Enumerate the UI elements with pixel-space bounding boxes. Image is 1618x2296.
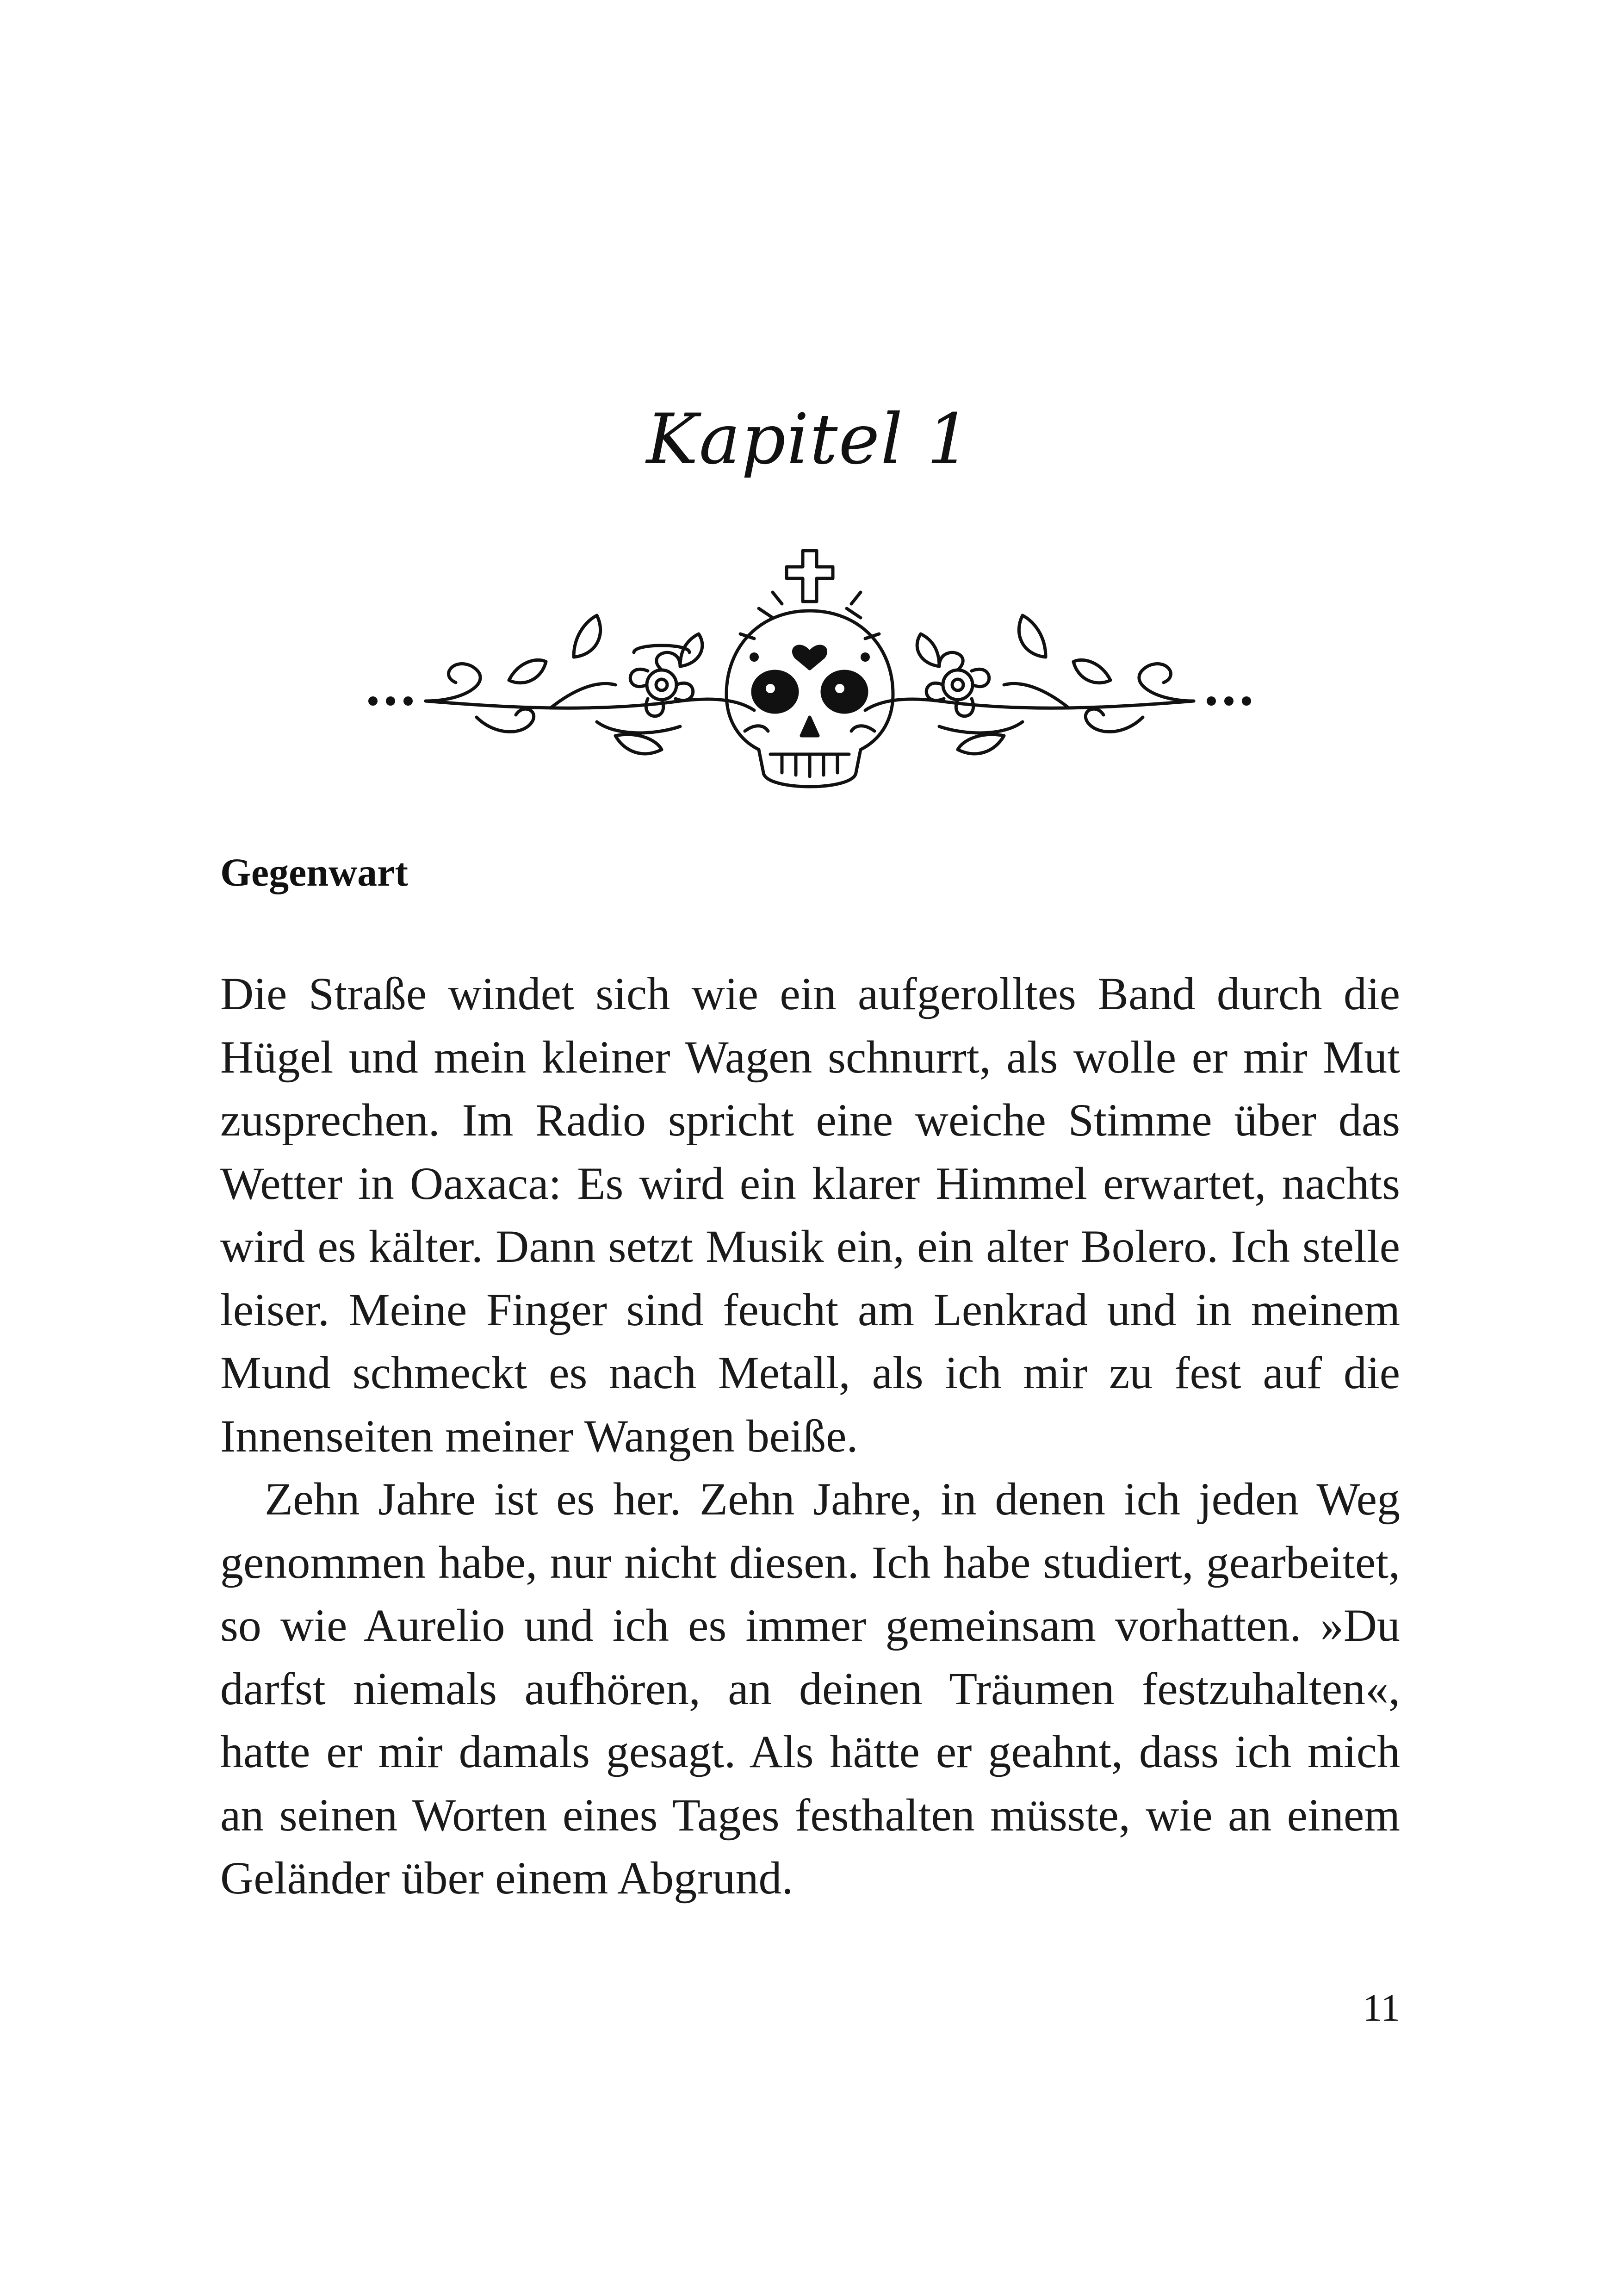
- sugar-skull-ornament-icon: [356, 541, 1263, 810]
- section-heading: Gegenwart: [220, 850, 408, 894]
- body-text: [220, 962, 1400, 1910]
- paragraph: Die Straße windet sich wie ein aufgerolltes Band durch die Hügel und mein kleiner Wagen schnurrt, als wolle er mir Mut zusprechen. Im Radio spricht eine weiche Stimme über das Wetter in Oaxaca: Es wird ein klarer Himmel erwartet, nachts wird es kälter. Dann setzt Musik ein, ein alter Bolero. Ich stelle leiser. Meine Finger sind feucht am Lenkrad und in meinem Mund schmeckt es nach Metall, als ich mir zu fest auf die Innenseiten meiner Wangen beiße.: [220, 968, 1400, 1462]
- chapter-title: Kapitel 1: [646, 399, 972, 480]
- paragraph: Zehn Jahre ist es her. Zehn Jahre, in denen ich jeden Weg genommen habe, nur nicht diesen. Ich habe studiert, gearbeitet, so wie Aurelio und ich es immer gemeinsam vorhatten. »Du darfst niemals aufhören, an deinen Träumen festzuhalten«, hatte er mir damals gesagt. Als hätte er geahnt, dass ich mich an seinen Worten eines Tages festhalten müsste, wie an einem Geländer über einem Abgrund.: [220, 1473, 1400, 1904]
- page-number: 11: [1363, 1986, 1400, 2029]
